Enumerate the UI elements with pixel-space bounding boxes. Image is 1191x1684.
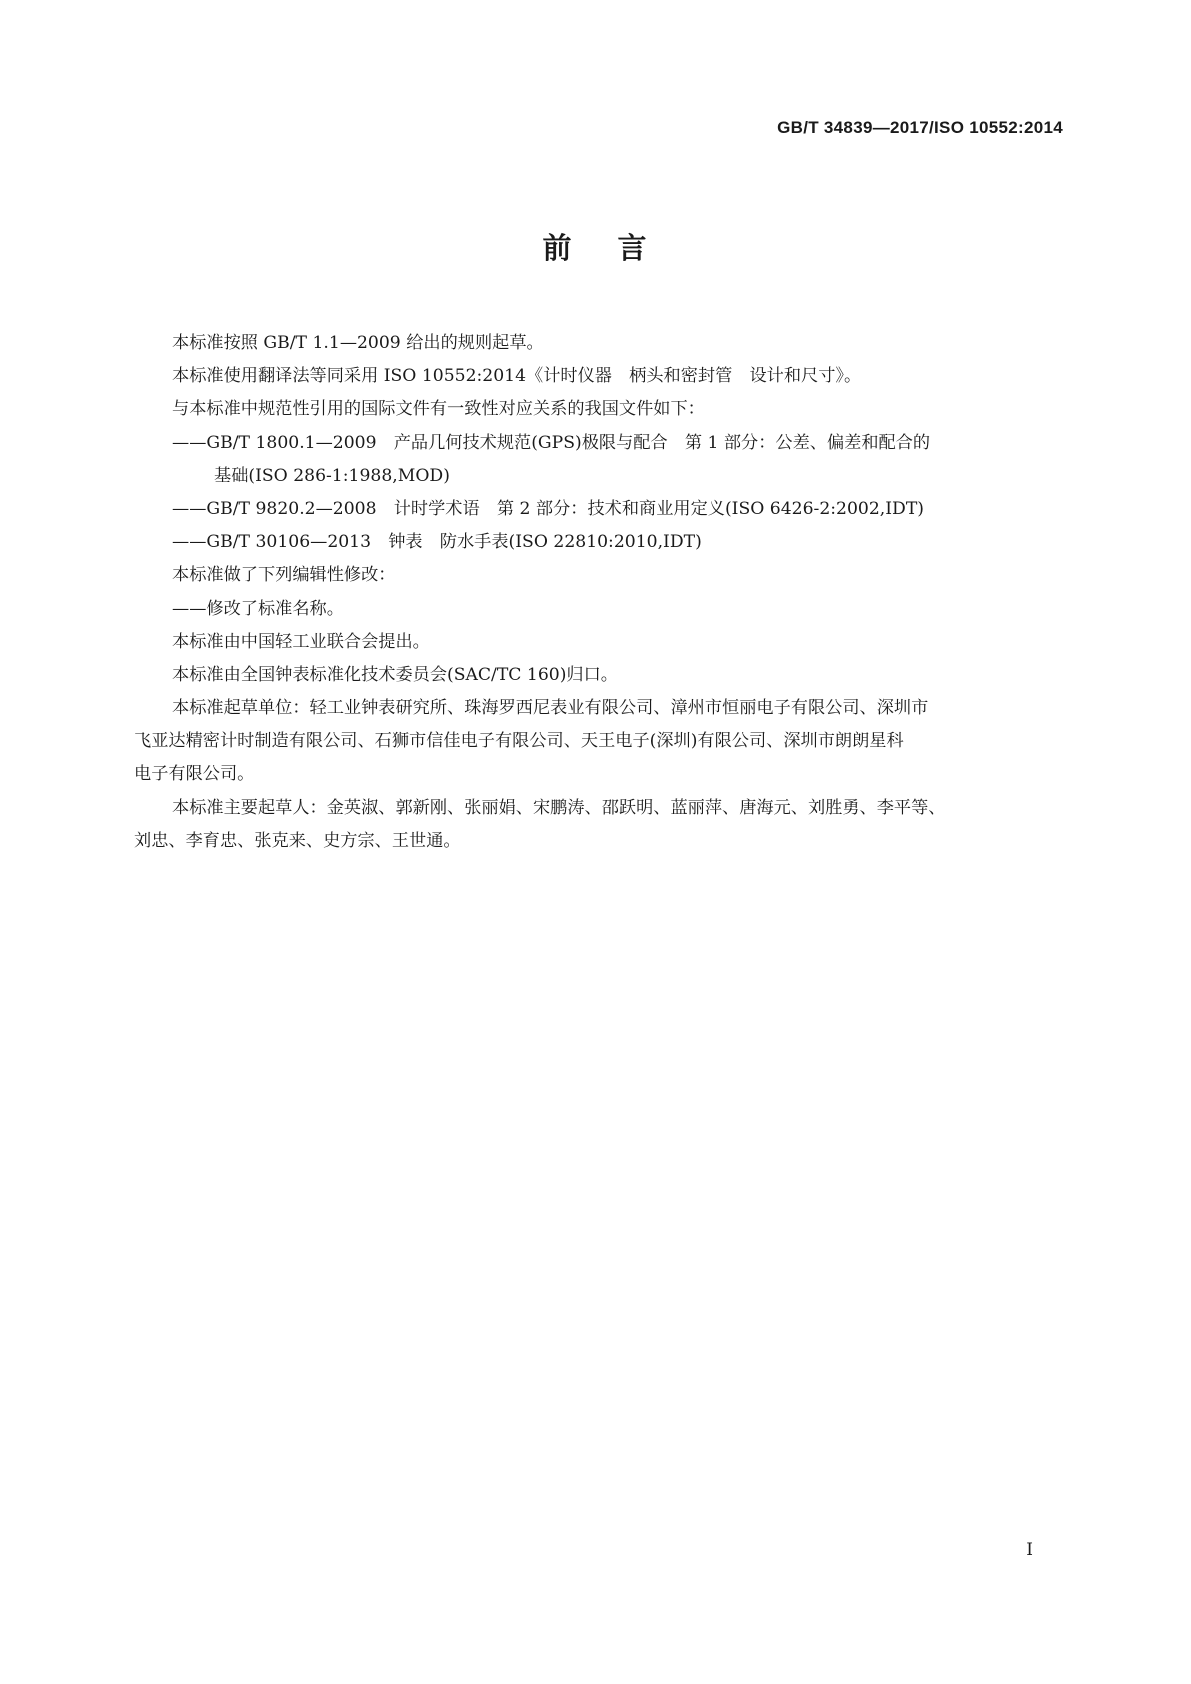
list-item: ——GB/T 9820.2—2008 计时学术语 第 2 部分：技术和商业用定义(ISO 6426-2:2002,IDT) [172, 498, 924, 519]
text-line: 飞亚达精密计时制造有限公司、石狮市信佳电子有限公司、天王电子(深圳)有限公司、深圳市朗朗星科 [134, 731, 904, 752]
standard-code: GB/T 34839—2017/ISO 10552:2014 [777, 118, 1063, 137]
text-line: 电子有限公司。 [134, 764, 255, 785]
page-number: I [1026, 1540, 1033, 1560]
page-title: 前言 [542, 231, 693, 265]
text-line: 本标准按照 GB/T 1.1—2009 给出的规则起草。 [172, 333, 544, 353]
text-line: 本标准使用翻译法等同采用 ISO 10552:2014《计时仪器 柄头和密封管 设计和尺寸》。 [172, 366, 862, 387]
list-item: ——修改了标准名称。 [172, 598, 344, 619]
list-item: ——GB/T 1800.1—2009 产品几何技术规范(GPS)极限与配合 第 1 部分：公差、偏差和配合的 [172, 432, 931, 453]
text-line: 本标准做了下列编辑性修改： [172, 565, 396, 586]
text-line: 刘忠、李育忠、张克来、史方宗、王世通。 [134, 830, 461, 851]
preface-body [134, 327, 1064, 858]
text-line: 本标准主要起草人：金英淑、郭新刚、张丽娟、宋鹏涛、邵跃明、蓝丽萍、唐海元、刘胜勇、李平等、 [172, 797, 946, 818]
text-line: 本标准由全国钟表标准化技术委员会(SAC/TC 160)归口。 [172, 664, 618, 685]
text-line: 与本标准中规范性引用的国际文件有一致性对应关系的我国文件如下： [172, 399, 705, 420]
list-item-continuation: 基础(ISO 286-1:1988,MOD) [214, 465, 450, 486]
text-line: 本标准由中国轻工业联合会提出。 [172, 631, 430, 652]
list-item: ——GB/T 30106—2013 钟表 防水手表(ISO 22810:2010,IDT) [172, 532, 702, 553]
text-line: 本标准起草单位：轻工业钟表研究所、珠海罗西尼表业有限公司、漳州市恒丽电子有限公司、深圳市 [172, 698, 929, 719]
